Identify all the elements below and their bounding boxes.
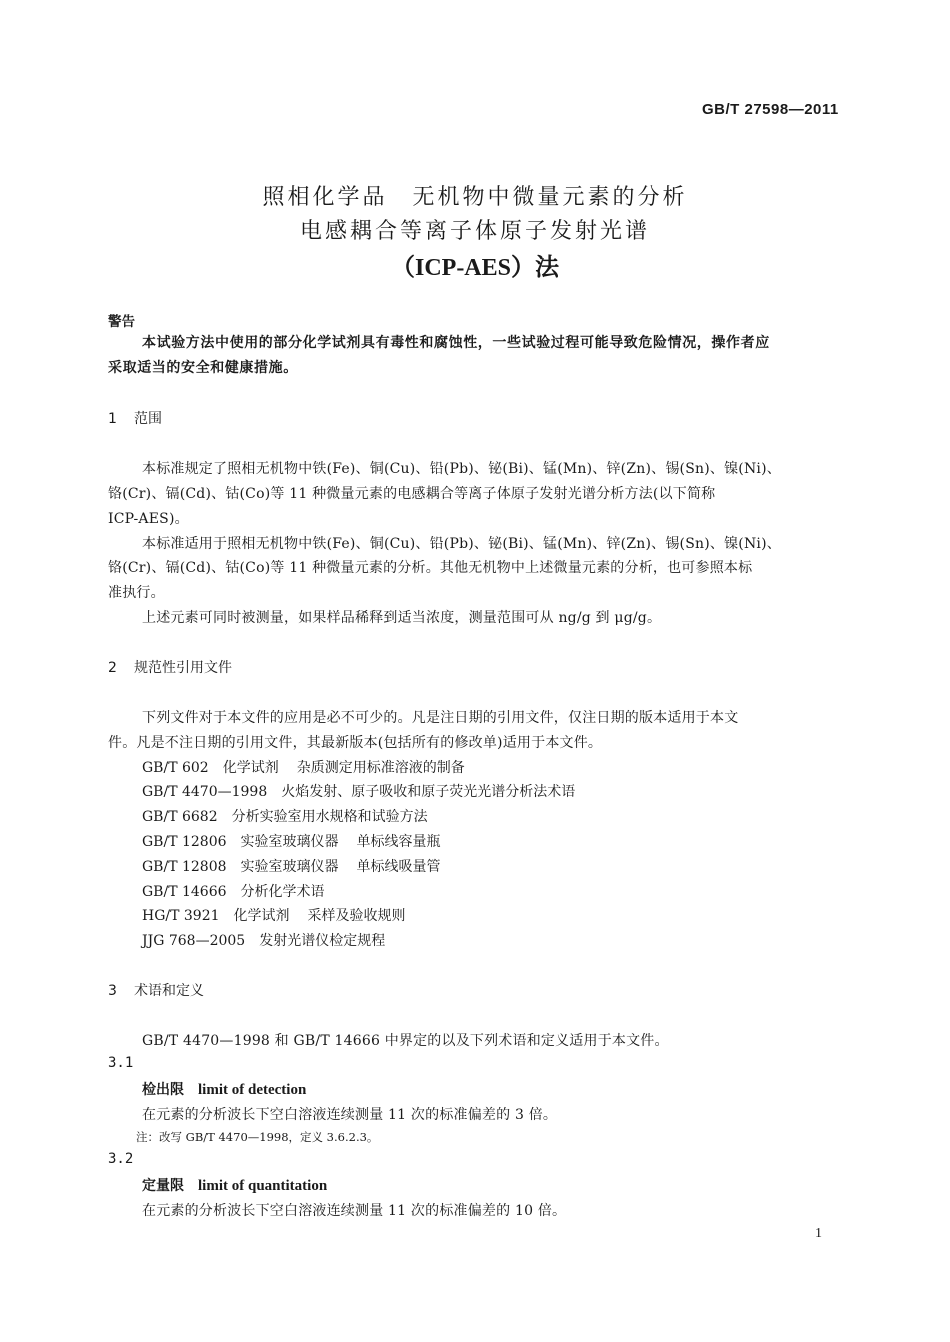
reference-code: GB/T 14666 [142, 884, 227, 900]
reference-code: GB/T 12806 [142, 834, 227, 850]
section-number: 3 [108, 983, 117, 999]
scope-p1-line-1: 本标准规定了照相无机物中铁(Fe)、铜(Cu)、铅(Pb)、铋(Bi)、锰(Mn)、锌(Zn)、锡(Sn)、镍(Ni)、 [142, 461, 781, 477]
reference-code: GB/T 12808 [142, 859, 227, 875]
reference-code: GB/T 4470—1998 [142, 784, 268, 800]
scope-p2-line-1: 本标准适用于照相无机物中铁(Fe)、铜(Cu)、铅(Pb)、铋(Bi)、锰(Mn)、锌(Zn)、锡(Sn)、镍(Ni)、 [142, 536, 781, 552]
reference-item [142, 781, 575, 801]
scope-p1-line-3: ICP-AES)。 [108, 511, 189, 527]
title-line-1: 照相化学品 无机物中微量元素的分析 [262, 185, 688, 210]
term-en: limit of quantitation [198, 1178, 328, 1194]
reference-title: 化学试剂 [233, 908, 290, 924]
scope-p1-line-2: 铬(Cr)、镉(Cd)、钴(Co)等 11 种微量元素的电感耦合等离子体原子发射光谱分析方法(以下简称 [108, 486, 716, 502]
reference-code: GB/T 6682 [142, 809, 218, 825]
term-number: 3.2 [108, 1151, 134, 1167]
section-title: 范围 [134, 411, 162, 427]
reference-subtitle: 采样及验收规则 [307, 908, 406, 924]
section-title: 规范性引用文件 [134, 660, 232, 676]
section-number: 2 [108, 660, 117, 676]
term-zh: 定量限 [142, 1178, 184, 1194]
reference-title: 火焰发射、原子吸收和原子荧光光谱分析法术语 [281, 784, 576, 800]
section-3-heading [108, 980, 204, 1000]
reference-code: JJG 768—2005 [142, 933, 246, 949]
title-line-3: （ICP-AES）法 [390, 255, 559, 281]
standard-number: GB/T 27598—2011 [702, 101, 839, 118]
term-number: 3.1 [108, 1055, 134, 1071]
section-1-heading [108, 408, 162, 428]
reference-title: 分析实验室用水规格和试验方法 [231, 809, 428, 825]
scope-p2-line-2: 铬(Cr)、镉(Cd)、钴(Co)等 11 种微量元素的分析。其他无机物中上述微量元素的分析，也可参照本标 [108, 560, 753, 576]
reference-subtitle: 杂质测定用标准溶液的制备 [296, 760, 465, 776]
page-number: 1 [815, 1226, 822, 1241]
reference-title: 化学试剂 [222, 760, 279, 776]
reference-code: HG/T 3921 [142, 908, 220, 924]
warning-text-line-1: 本试验方法中使用的部分化学试剂具有毒性和腐蚀性，一些试验过程可能导致危险情况，操作者应 [142, 335, 770, 351]
reference-item [142, 806, 428, 826]
section-2-heading [108, 657, 232, 677]
term-heading [142, 1175, 327, 1195]
reference-item [142, 930, 385, 950]
references-intro-line-1: 下列文件对于本文件的应用是必不可少的。凡是注日期的引用文件，仅注日期的版本适用于本文 [142, 710, 739, 726]
warning-heading: 警告 [108, 314, 135, 330]
section-title: 术语和定义 [134, 983, 204, 999]
term-en: limit of detection [198, 1082, 307, 1098]
reference-title: 发射光谱仪检定规程 [259, 933, 386, 949]
reference-item [142, 881, 325, 901]
reference-item [142, 757, 465, 777]
term-definition: 在元素的分析波长下空白溶液连续测量 11 次的标准偏差的 10 倍。 [142, 1203, 567, 1219]
warning-text-line-2: 采取适当的安全和健康措施。 [108, 360, 298, 376]
reference-title: 实验室玻璃仪器 [240, 834, 339, 850]
title-line-2: 电感耦合等离子体原子发射光谱 [299, 219, 650, 244]
reference-code: GB/T 602 [142, 760, 209, 776]
reference-title: 实验室玻璃仪器 [240, 859, 339, 875]
terms-intro: GB/T 4470—1998 和 GB/T 14666 中界定的以及下列术语和定义适用于本文件。 [142, 1033, 669, 1049]
reference-item [142, 831, 441, 851]
reference-title: 分析化学术语 [240, 884, 325, 900]
scope-p3: 上述元素可同时被测量，如果样品稀释到适当浓度，测量范围可从 ng/g 到 μg/g。 [142, 610, 662, 626]
reference-item [142, 905, 406, 925]
scope-p2-line-3: 准执行。 [108, 585, 165, 601]
term-definition: 在元素的分析波长下空白溶液连续测量 11 次的标准偏差的 3 倍。 [142, 1107, 558, 1123]
references-intro-line-2: 件。凡是不注日期的引用文件，其最新版本(包括所有的修改单)适用于本文件。 [108, 735, 603, 751]
term-note: 注：改写 GB/T 4470—1998，定义 3.6.2.3。 [136, 1130, 379, 1144]
term-zh: 检出限 [142, 1082, 184, 1098]
reference-subtitle: 单标线吸量管 [356, 859, 441, 875]
section-number: 1 [108, 411, 117, 427]
term-heading [142, 1079, 306, 1099]
reference-subtitle: 单标线容量瓶 [356, 834, 441, 850]
reference-item [142, 856, 441, 876]
